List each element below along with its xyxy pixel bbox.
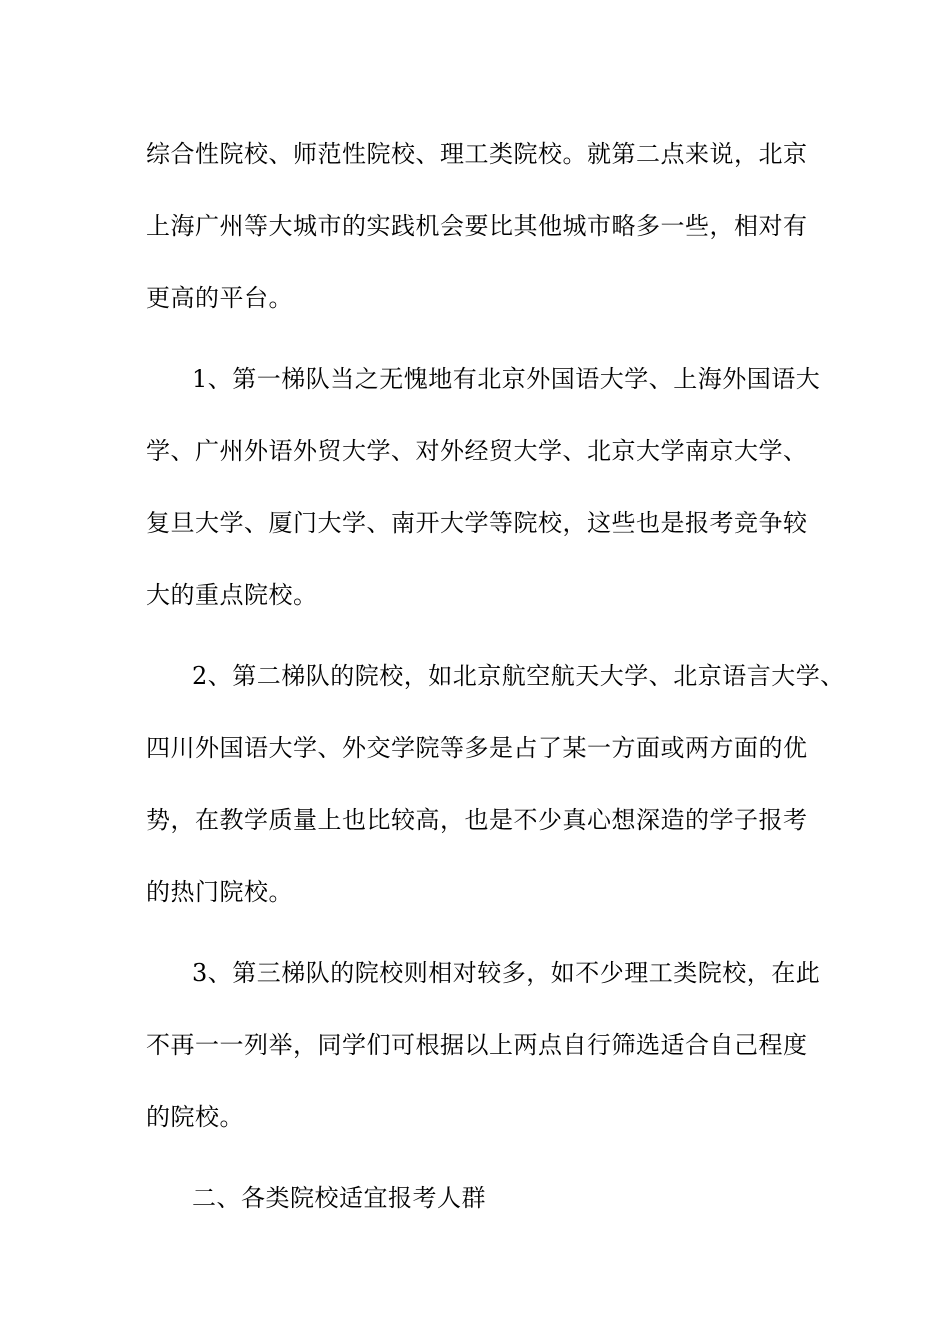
- paragraph-line: 大的重点院校。: [146, 581, 318, 609]
- paragraph-line: 学、广州外语外贸大学、对外经贸大学、北京大学南京大学、: [146, 437, 808, 465]
- paragraph-line: 四川外国语大学、外交学院等多是占了某一方面或两方面的优: [146, 734, 808, 762]
- paragraph-line: 不再一一列举，同学们可根据以上两点自行筛选适合自己程度: [146, 1031, 808, 1059]
- paragraph-line: 势，在教学质量上也比较高，也是不少真心想深造的学子报考: [146, 806, 808, 834]
- paragraph-line: 上海广州等大城市的实践机会要比其他城市略多一些，相对有: [146, 212, 808, 240]
- paragraph-line: 综合性院校、师范性院校、理工类院校。就第二点来说，北京: [146, 140, 808, 168]
- paragraph-line: 的院校。: [146, 1103, 244, 1131]
- paragraph-line: 1、第一梯队当之无愧地有北京外国语大学、上海外国语大: [192, 365, 821, 393]
- section-heading: 二、各类院校适宜报考人群: [192, 1184, 486, 1212]
- paragraph-line: 2、第二梯队的院校，如北京航空航天大学、北京语言大学、: [192, 662, 845, 690]
- paragraph-line: 3、第三梯队的院校则相对较多，如不少理工类院校，在此: [192, 959, 821, 987]
- paragraph-line: 复旦大学、厦门大学、南开大学等院校，这些也是报考竞争较: [146, 509, 808, 537]
- paragraph-line: 更高的平台。: [146, 284, 293, 312]
- paragraph-line: 的热门院校。: [146, 878, 293, 906]
